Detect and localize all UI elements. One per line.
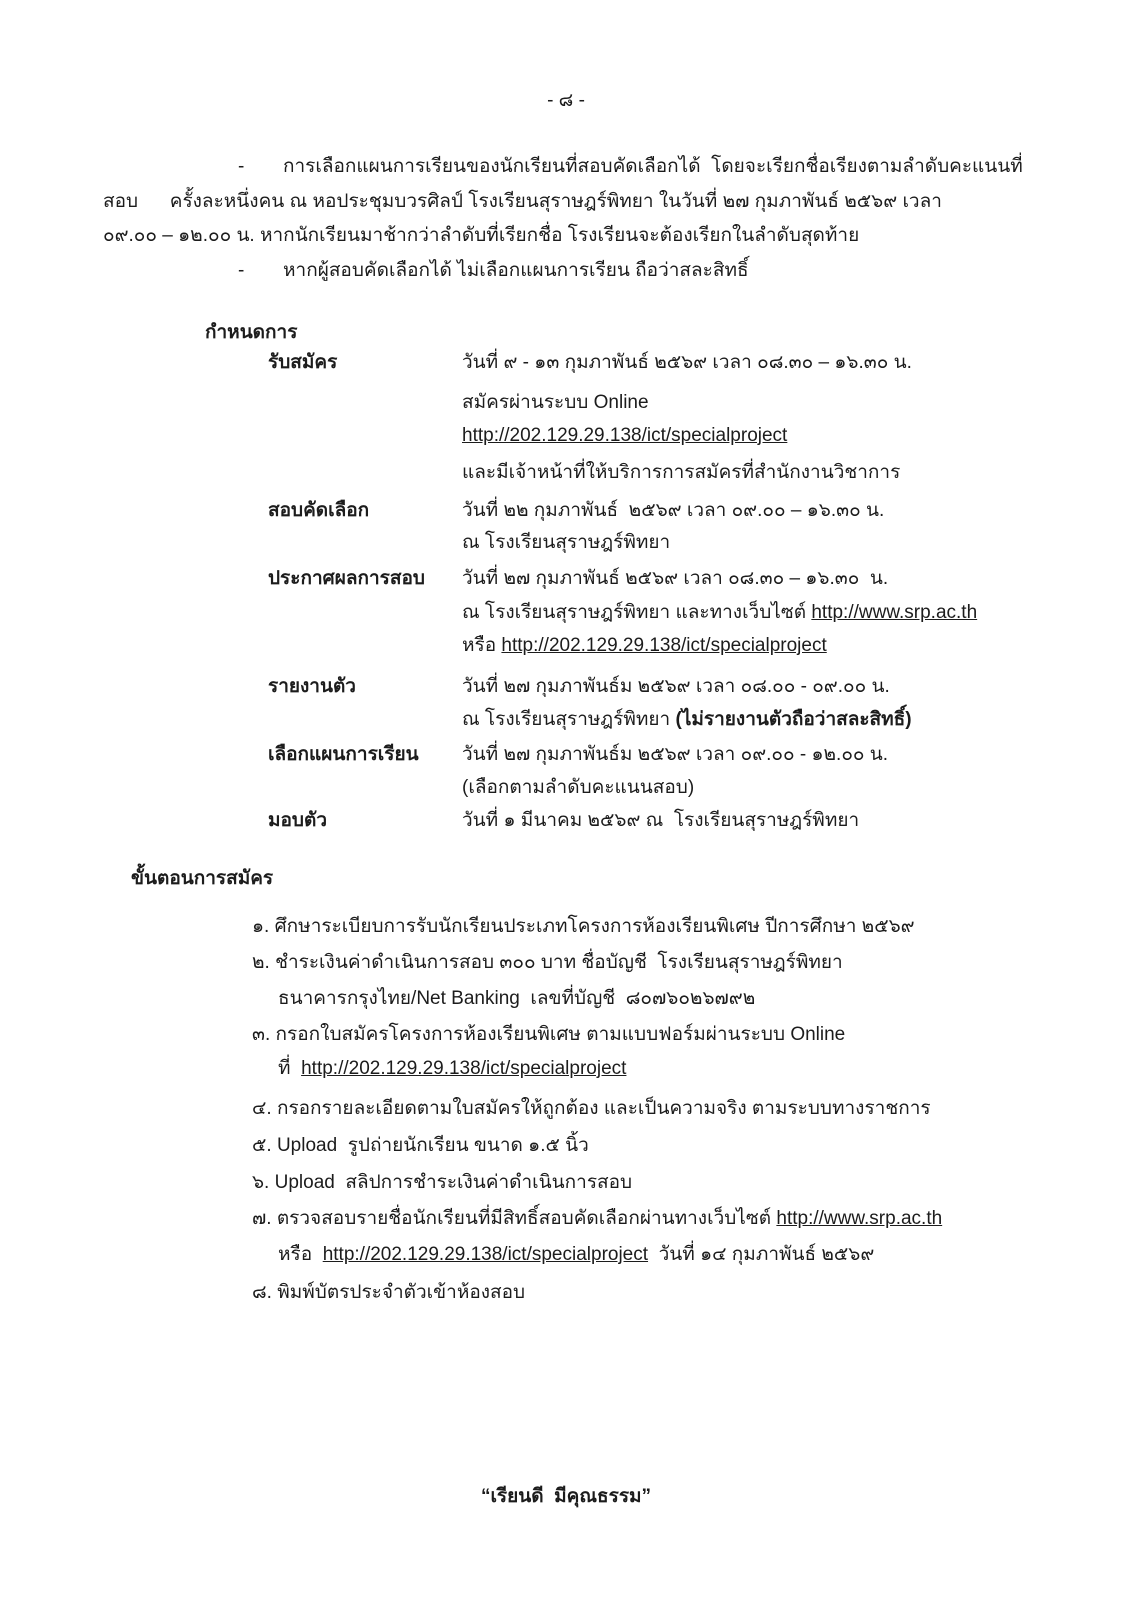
- footer-motto: “เรียนดี มีคุณธรรม”: [480, 1486, 652, 1507]
- schedule-label-announce: ประกาศผลการสอบ: [268, 568, 425, 589]
- step-3-at-text: ที่: [278, 1058, 302, 1079]
- intro-bullet-2-dash: -: [238, 260, 245, 281]
- step-3-registration-link[interactable]: http://202.129.29.138/ict/specialproject: [301, 1058, 627, 1079]
- step-7-website-link[interactable]: http://www.srp.ac.th: [776, 1208, 943, 1229]
- step-2-continuation: ธนาคารกรุงไทย/Net Banking เลขที่บัญชี ๘๐๗๖๐๒๖๗๙๒: [278, 988, 756, 1009]
- announce-line-3-text: หรือ: [462, 635, 502, 656]
- schedule-announce-line-2: [462, 598, 977, 628]
- schedule-label-choose: เลือกแผนการเรียน: [268, 744, 419, 765]
- schedule-exam-line-1: วันที่ ๒๒ กุมภาพันธ์ ๒๕๖๙ เวลา ๐๙.๐๐ – ๑๖.๓๐ น.: [462, 500, 885, 521]
- schedule-report-line-1: วันที่ ๒๗ กุมภาพันธ์ม ๒๕๖๙ เวลา ๐๘.๐๐ - ๐๙.๐๐ น.: [462, 676, 890, 697]
- schedule-exam-line-2: ณ โรงเรียนสุราษฎร์พิทยา: [462, 532, 671, 553]
- schedule-heading: กำหนดการ: [205, 322, 298, 343]
- schedule-label-enroll: มอบตัว: [268, 810, 328, 831]
- schedule-label-apply: รับสมัคร: [268, 352, 338, 373]
- step-8: ๘. พิมพ์บัตรประจำตัวเข้าห้องสอบ: [252, 1282, 526, 1303]
- apply-registration-link[interactable]: http://202.129.29.138/ict/specialproject: [462, 425, 788, 446]
- schedule-apply-line-1: วันที่ ๙ - ๑๓ กุมภาพันธ์ ๒๕๖๙ เวลา ๐๘.๓๐ – ๑๖.๓๐ น.: [462, 352, 912, 373]
- step-2: ๒. ชำระเงินค่าดำเนินการสอบ ๓๐๐ บาท ชื่อบัญชี โรงเรียนสุราษฎร์พิทยา: [252, 952, 843, 973]
- intro-bullet-2-line-1: หากผู้สอบคัดเลือกได้ ไม่เลือกแผนการเรียน ถือว่าสละสิทธิ์: [283, 260, 749, 281]
- schedule-apply-line-4: และมีเจ้าหน้าที่ให้บริการการสมัครที่สำนักงานวิชาการ: [462, 462, 901, 483]
- intro-bullet-1-line-1: การเลือกแผนการเรียนของนักเรียนที่สอบคัดเลือกได้ โดยจะเรียกชื่อเรียงตามลำดับคะแนนที่: [283, 156, 1023, 177]
- step-7-text: ๗. ตรวจสอบรายชื่อนักเรียนที่มีสิทธิ์สอบคัดเลือกผ่านทางเว็บไซต์: [252, 1208, 777, 1229]
- intro-bullet-1-dash: -: [238, 156, 245, 177]
- steps-heading: ขั้นตอนการสมัคร: [131, 868, 274, 889]
- step-3-continuation: [278, 1054, 626, 1084]
- report-forfeit-note: (ไม่รายงานตัวถือว่าสละสิทธิ์): [675, 709, 912, 730]
- announce-registration-link[interactable]: http://202.129.29.138/ict/specialproject: [501, 635, 827, 656]
- step-5: ๕. Upload รูปถ่ายนักเรียน ขนาด ๑.๕ นิ้ว: [252, 1135, 589, 1156]
- step-7-date-text: วันที่ ๑๔ กุมภาพันธ์ ๒๕๖๙: [648, 1244, 875, 1265]
- schedule-announce-line-3: [462, 631, 827, 661]
- page-number: - ๘ -: [547, 90, 585, 111]
- step-7-or-text: หรือ: [278, 1244, 323, 1265]
- schedule-choose-line-1: วันที่ ๒๗ กุมภาพันธ์ม ๒๕๖๙ เวลา ๐๙.๐๐ - ๑๒.๐๐ น.: [462, 744, 889, 765]
- announce-line-2-text: ณ โรงเรียนสุราษฎร์พิทยา และทางเว็บไซต์: [462, 602, 812, 623]
- schedule-apply-line-3: [462, 421, 787, 451]
- step-7: [252, 1204, 942, 1234]
- step-7-continuation: [278, 1240, 874, 1270]
- schedule-enroll-line-1: วันที่ ๑ มีนาคม ๒๕๖๙ ณ โรงเรียนสุราษฎร์พิทยา: [462, 810, 860, 831]
- schedule-label-report: รายงานตัว: [268, 676, 356, 697]
- intro-bullet-1-line-2: สอบ ครั้งละหนึ่งคน ณ หอประชุมบวรศิลป์ โรงเรียนสุราษฎร์พิทยา ในวันที่ ๒๗ กุมภาพันธ์ ๒๕๖๙ เวลา: [103, 191, 942, 212]
- step-1: ๑. ศึกษาระเบียบการรับนักเรียนประเภทโครงการห้องเรียนพิเศษ ปีการศึกษา ๒๕๖๙: [252, 916, 915, 937]
- schedule-choose-line-2: (เลือกตามลำดับคะแนนสอบ): [462, 777, 695, 798]
- schedule-label-exam: สอบคัดเลือก: [268, 500, 370, 521]
- step-6: ๖. Upload สลิปการชำระเงินค่าดำเนินการสอบ: [252, 1172, 633, 1193]
- schedule-announce-line-1: วันที่ ๒๗ กุมภาพันธ์ ๒๕๖๙ เวลา ๐๘.๓๐ – ๑๖.๓๐ น.: [462, 568, 889, 589]
- step-3: ๓. กรอกใบสมัครโครงการห้องเรียนพิเศษ ตามแบบฟอร์มผ่านระบบ Online: [252, 1024, 846, 1045]
- schedule-apply-line-2: สมัครผ่านระบบ Online: [462, 392, 649, 413]
- intro-bullet-1-line-3: ๐๙.๐๐ – ๑๒.๐๐ น. หากนักเรียนมาช้ากว่าลำดับที่เรียกชื่อ โรงเรียนจะต้องเรียกในลำดับสุดท้าย: [103, 225, 860, 246]
- school-website-link[interactable]: http://www.srp.ac.th: [811, 602, 978, 623]
- step-4: ๔. กรอกรายละเอียดตามใบสมัครให้ถูกต้อง และเป็นความจริง ตามระบบทางราชการ: [252, 1098, 931, 1119]
- step-7-registration-link[interactable]: http://202.129.29.138/ict/specialproject: [322, 1244, 649, 1265]
- schedule-report-line-2: [462, 705, 912, 735]
- report-line-2-text: ณ โรงเรียนสุราษฎร์พิทยา: [462, 709, 676, 730]
